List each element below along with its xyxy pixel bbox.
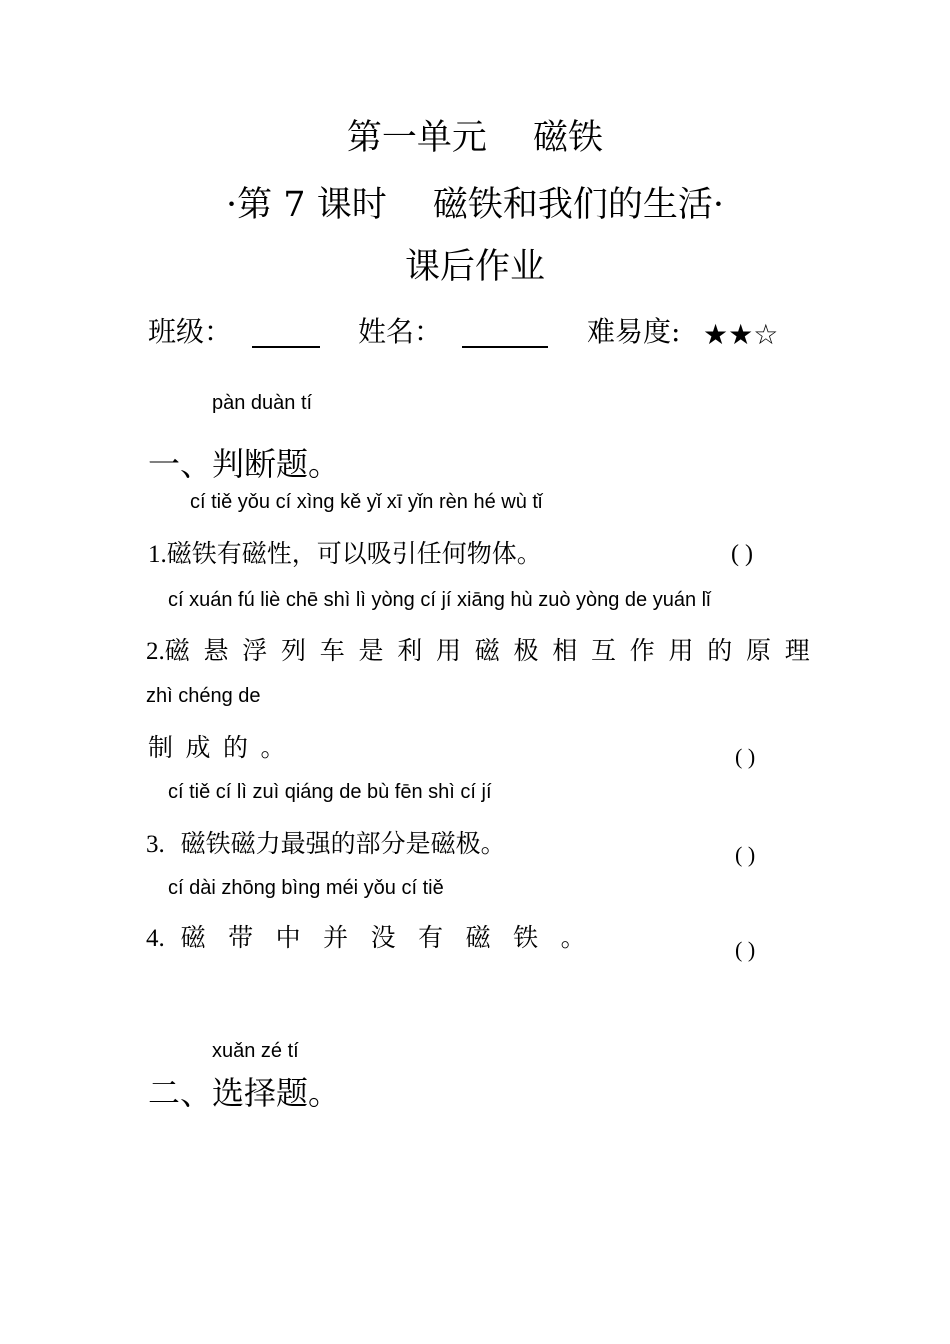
q1-number: 1.	[148, 541, 167, 568]
lesson-title: ·第 7 课时 磁铁和我们的生活·	[226, 185, 724, 225]
q3-number: 3.	[146, 831, 165, 858]
q2-text: 磁悬浮列车是利用磁极相互作用的原理	[164, 636, 824, 665]
q1-pinyin: cí tiě yǒu cí xìng kě yǐ xī yǐn rèn hé wù tǐ	[190, 491, 543, 513]
q1-row	[148, 541, 542, 567]
q1-answer-blank[interactable]: ( )	[731, 541, 753, 567]
difficulty-label: 难易度:	[587, 315, 681, 348]
section1-title: 一、判断题。	[148, 445, 341, 483]
section2-pinyin: xuǎn zé tí	[212, 1040, 299, 1062]
unit-title: 第一单元 磁铁	[346, 118, 604, 158]
q3-text: 磁铁磁力最强的部分是磁极。	[180, 829, 506, 858]
q2-number: 2.	[146, 638, 165, 665]
q3-answer-blank[interactable]: ( )	[735, 842, 756, 867]
q1-text: 磁铁有磁性，可以吸引任何物体。	[166, 539, 542, 568]
homework-title: 课后作业	[404, 247, 545, 287]
class-label: 班级：	[148, 315, 233, 348]
q4-number: 4.	[146, 925, 165, 952]
q2-answer-blank[interactable]: ( )	[735, 744, 756, 769]
q3-pinyin: cí tiě cí lì zuì qiáng de bù fēn shì cí jí	[168, 781, 492, 803]
q4-row	[146, 925, 608, 951]
section2-title: 二、选择题。	[148, 1074, 341, 1112]
q2-text-line2: 制成的。	[148, 733, 299, 762]
q3-row	[146, 831, 506, 857]
name-label: 姓名：	[358, 315, 443, 348]
q2-pinyin: cí xuán fú liè chē shì lì yòng cí jí xiāng hù zuò yòng de yuán lǐ	[168, 589, 711, 611]
q4-text: 磁带中并没有磁铁。	[180, 923, 609, 952]
q4-answer-blank[interactable]: ( )	[735, 937, 756, 962]
q2-pinyin-line2: zhì chéng de	[146, 685, 261, 707]
q4-pinyin: cí dài zhōng bìng méi yǒu cí tiě	[168, 877, 444, 899]
name-blank[interactable]	[462, 346, 548, 348]
section1-pinyin: pàn duàn tí	[212, 392, 313, 414]
difficulty-stars: ★★☆	[703, 318, 779, 351]
class-blank[interactable]	[252, 346, 320, 348]
q2-row	[146, 638, 824, 664]
